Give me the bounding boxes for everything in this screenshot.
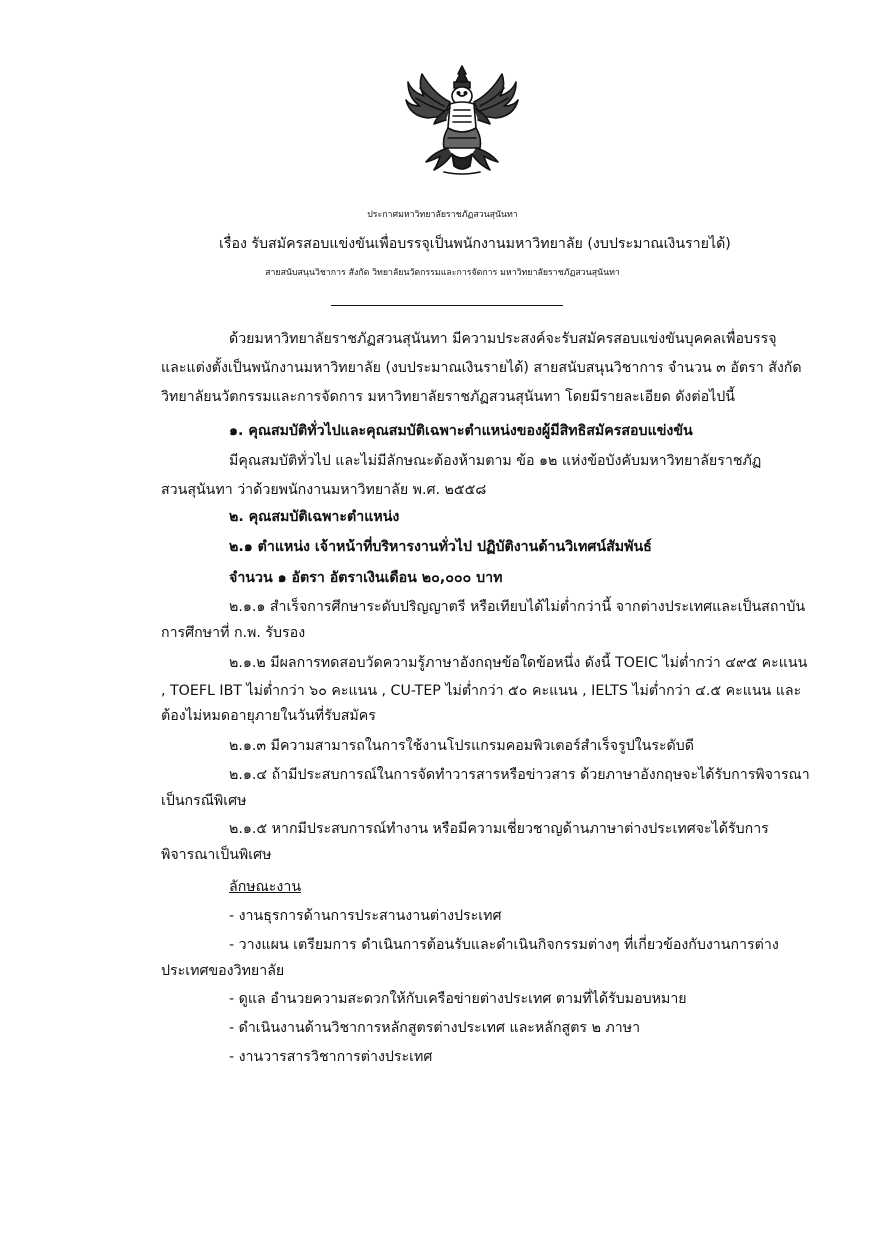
- section-1-line-2: สวนสุนันทา ว่าด้วยพนักงานมหาวิทยาลัย พ.ศ. ๒๕๕๘: [161, 482, 487, 498]
- qualification-4-line-1: ๒.๑.๔ ถ้ามีประสบการณ์ในการจัดทำวารสารหรือข่าวสาร ด้วยภาษาอังกฤษจะได้รับการพิจารณา: [229, 767, 810, 783]
- section-1-heading: ๑. คุณสมบัติทั่วไปและคุณสมบัติเฉพาะตำแหน่งของผู้มีสิทธิสมัครสอบแข่งขัน: [229, 423, 693, 439]
- duty-item-5: - งานวารสารวิชาการต่างประเทศ: [229, 1049, 433, 1065]
- duties-heading: ลักษณะงาน: [229, 879, 302, 895]
- announcement-department: สายสนับสนุนวิชาการ สังกัด วิทยาลัยนวัตกรรมและการจัดการ มหาวิทยาลัยราชภัฏสวนสุนันทา: [265, 268, 620, 278]
- intro-line-1: ด้วยมหาวิทยาลัยราชภัฏสวนสุนันทา มีความประสงค์จะรับสมัครสอบแข่งขันบุคคลเพื่อบรรจุ: [229, 331, 777, 347]
- qualification-1-line-2: การศึกษาที่ ก.พ. รับรอง: [161, 625, 306, 641]
- qualification-4-line-2: เป็นกรณีพิเศษ: [161, 793, 247, 809]
- intro-line-3: วิทยาลัยนวัตกรรมและการจัดการ มหาวิทยาลัยราชภัฏสวนสุนันทา โดยมีรายละเอียด ดังต่อไปนี้: [161, 389, 735, 405]
- qualification-2-line-1: ๒.๑.๒ มีผลการทดสอบวัดความรู้ภาษาอังกฤษข้อใดข้อหนึ่ง ดังนี้ TOEIC ไม่ต่ำกว่า ๔๙๕ คะแนน: [229, 655, 808, 671]
- intro-line-2: และแต่งตั้งเป็นพนักงานมหาวิทยาลัย (งบประมาณเงินรายได้) สายสนับสนุนวิชาการ จำนวน ๓ อัตรา สังกัด: [161, 360, 802, 376]
- announcement-subject: เรื่อง รับสมัครสอบแข่งขันเพื่อบรรจุเป็นพนักงานมหาวิทยาลัย (งบประมาณเงินรายได้): [219, 236, 731, 252]
- duty-item-2-line-2: ประเทศของวิทยาลัย: [161, 963, 285, 979]
- position-title: ๒.๑ ตำแหน่ง เจ้าหน้าที่บริหารงานทั่วไป ปฏิบัติงานด้านวิเทศน์สัมพันธ์: [229, 539, 652, 555]
- duty-item-4: - ดำเนินงานด้านวิชาการหลักสูตรต่างประเทศ และหลักสูตร ๒ ภาษา: [229, 1020, 641, 1036]
- qualification-5-line-2: พิจารณาเป็นพิเศษ: [161, 847, 272, 863]
- duty-item-3: - ดูแล อำนวยความสะดวกให้กับเครือข่ายต่างประเทศ ตามที่ได้รับมอบหมาย: [229, 991, 687, 1007]
- qualification-3: ๒.๑.๓ มีความสามารถในการใช้งานโปรแกรมคอมพิวเตอร์สำเร็จรูปในระดับดี: [229, 738, 694, 754]
- qualification-5-line-1: ๒.๑.๕ หากมีประสบการณ์ทำงาน หรือมีความเชี่ยวชาญด้านภาษาต่างประเทศจะได้รับการ: [229, 821, 769, 837]
- duty-item-1: - งานธุรการด้านการประสานงานต่างประเทศ: [229, 908, 502, 924]
- qualification-1-line-1: ๒.๑.๑ สำเร็จการศึกษาระดับปริญญาตรี หรือเทียบได้ไม่ต่ำกว่านี้ จากต่างประเทศและเป็นสถาบัน: [229, 599, 806, 615]
- duty-item-2-line-1: - วางแผน เตรียมการ ดำเนินการต้อนรับและดำเนินกิจกรรมต่างๆ ที่เกี่ยวข้องกับงานการต่าง: [229, 937, 779, 953]
- section-1-line-1: มีคุณสมบัติทั่วไป และไม่มีลักษณะต้องห้ามตาม ข้อ ๑๒ แห่งข้อบังคับมหาวิทยาลัยราชภัฏ: [229, 453, 762, 469]
- announcement-title: ประกาศมหาวิทยาลัยราชภัฏสวนสุนันทา: [367, 210, 518, 220]
- qualification-2-line-3: ต้องไม่หมดอายุภายในวันที่รับสมัคร: [161, 708, 376, 724]
- section-2-heading: ๒. คุณสมบัติเฉพาะตำแหน่ง: [229, 509, 400, 525]
- garuda-emblem-icon: [404, 64, 520, 176]
- title-divider: [331, 305, 563, 306]
- qualification-2-line-2: , TOEFL IBT ไม่ต่ำกว่า ๖๐ คะแนน , CU-TEP ไม่ต่ำกว่า ๕๐ คะแนน , IELTS ไม่ต่ำกว่า ๔.๕ คะแนน และ: [161, 683, 802, 699]
- position-count-salary: จำนวน ๑ อัตรา อัตราเงินเดือน ๒๐,๐๐๐ บาท: [229, 570, 503, 586]
